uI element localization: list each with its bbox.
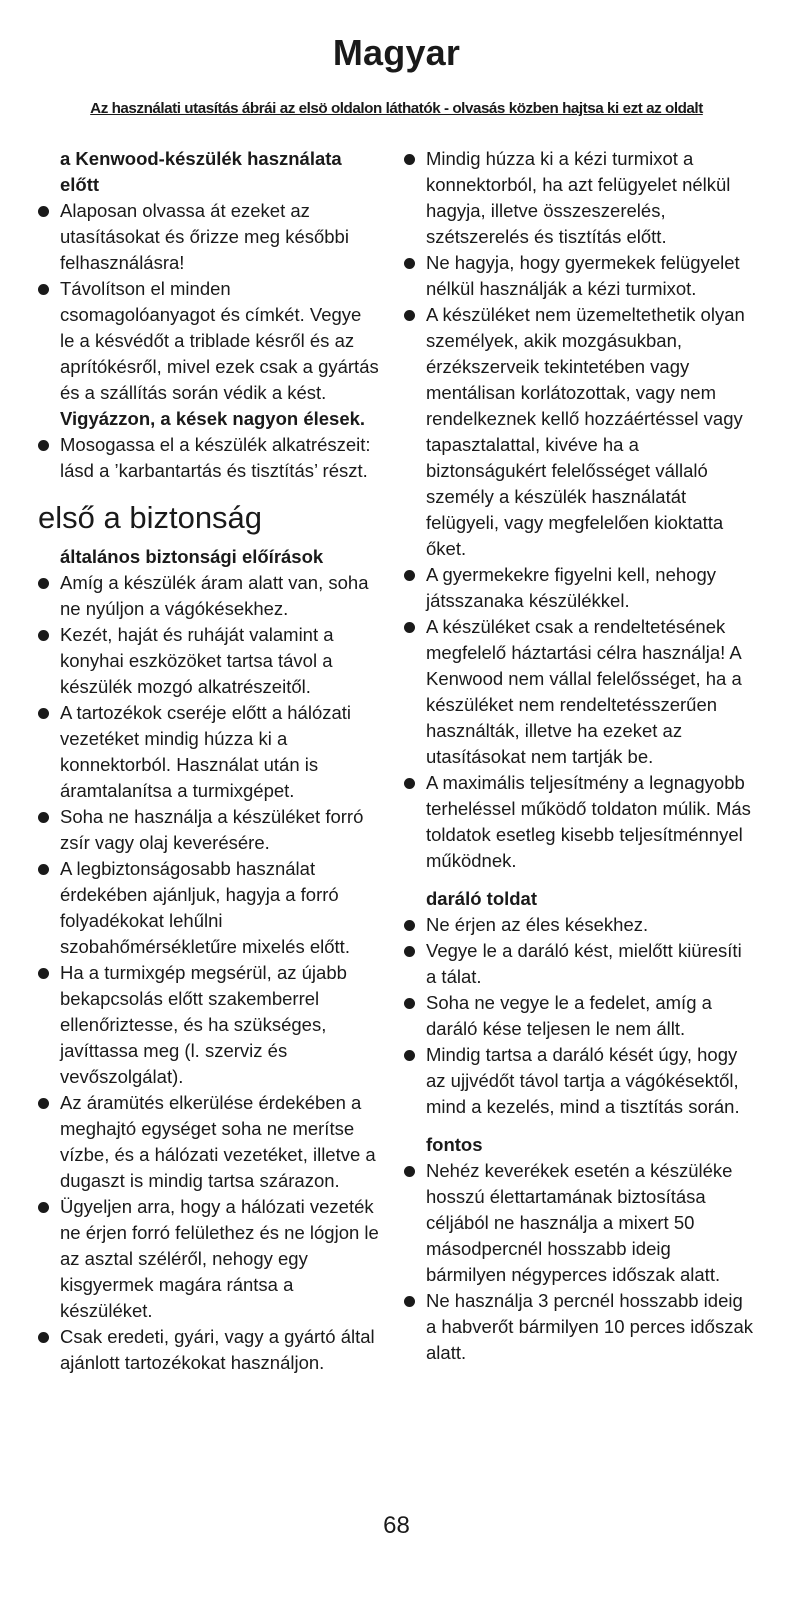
list-item [38, 804, 380, 856]
list-item [38, 700, 380, 804]
list-item-text: Ha a turmixgép megsérül, az újabb bekapcsolás előtt szakemberrel ellenőriztesse, és ha szükséges, javíttassa meg (l. szerviz és vevőszolgálat). [60, 962, 347, 1087]
list-item-text: Nehéz keverékek esetén a készüléke hosszú élettartamának biztosítása céljából ne használja a mixert 50 másodpercnél hosszabb ideig bármilyen négyperces időszak alatt. [426, 1160, 733, 1285]
list-item [404, 1042, 756, 1120]
bullet-icon [404, 1050, 415, 1061]
important-list [404, 1158, 756, 1366]
list-item-text: Ügyeljen arra, hogy a hálózati vezeték ne érjen forró felülethez és ne lógjon le az asztal széléről, nehogy egy kisgyermek magára rántsa a készüléket. [60, 1196, 379, 1321]
bullet-icon [38, 630, 49, 641]
bullet-icon [38, 578, 49, 589]
list-item-text: Távolítson el minden csomagolóanyagot és címkét. Vegye le a késvédőt a triblade késről és az aprítókésről, mivel ezek csak a gyártás és a szállítás során védik a kést. [60, 278, 379, 403]
list-item [38, 1324, 380, 1376]
grinder-list [404, 912, 756, 1120]
list-item [404, 912, 756, 938]
list-item-text: Amíg a készülék áram alatt van, soha ne nyúljon a vágókésekhez. [60, 572, 369, 619]
left-column [38, 146, 380, 1376]
bullet-icon [404, 1166, 415, 1177]
general-safety-list [38, 570, 380, 1376]
bullet-icon [404, 310, 415, 321]
list-item-text: Ne érjen az éles késekhez. [426, 914, 649, 935]
list-item [404, 938, 756, 990]
bullet-icon [404, 154, 415, 165]
list-item [38, 198, 380, 276]
page-title: Magyar [332, 32, 461, 73]
list-item [38, 960, 380, 1090]
bullet-icon [404, 778, 415, 789]
list-item [38, 856, 380, 960]
bullet-icon [38, 284, 49, 295]
general-safety-list-continued [404, 146, 756, 874]
list-item-text: A készüléket nem üzemeltethetik olyan személyek, akik mozgásukban, érzékszerveik tekintetében vagy mentálisan korlátozottak, vagy nem rendelkeznek kellő hozzáértéssel vagy tapasztalattal, kivéve ha a biztonságukért felelősséget vállaló személy a készülék használatát felügyeli, vagy megfelelően kioktatta őket. [426, 304, 745, 559]
bullet-icon [404, 946, 415, 957]
list-item [38, 1194, 380, 1324]
bullet-icon [404, 920, 415, 931]
page-subtitle: Az használati utasítás ábrái az elsö oldalon láthatók - olvasás közben hajtsa ki ezt az oldalt [90, 100, 703, 117]
list-item-text: A legbiztonságosabb használat érdekében ajánljuk, hagyja a forró folyadékokat lehűlni szobahőmérsékletűre mixelés előtt. [60, 858, 350, 957]
list-item [38, 432, 380, 484]
list-item-text: Alaposan olvassa át ezeket az utasításokat és őrizze meg későbbi felhasználásra! [60, 200, 349, 273]
bullet-icon [38, 1202, 49, 1213]
bullet-icon [38, 1098, 49, 1109]
before-use-heading: a Kenwood-készülék használata előtt [60, 148, 342, 195]
right-column [404, 146, 756, 1366]
list-item-text: A készüléket csak a rendeltetésének megfelelő háztartási célra használja! A Kenwood nem vállal felelősséget, ha a készüléket nem rendeltetésszerűen használták, illetve ha ezeket az utasításokat nem tartják be. [426, 616, 742, 767]
grinder-heading: daráló toldat [426, 888, 538, 909]
list-item [404, 1158, 756, 1288]
list-item [38, 1090, 380, 1194]
list-item [404, 146, 756, 250]
bullet-icon [404, 998, 415, 1009]
list-item-text: Vegye le a daráló kést, mielőtt kiüresíti a tálat. [426, 940, 742, 987]
before-use-list [38, 198, 380, 484]
list-item-text: Soha ne használja a készüléket forró zsír vagy olaj keverésére. [60, 806, 364, 853]
list-item-text: Az áramütés elkerülése érdekében a meghajtó egységet soha ne merítse vízbe, és a hálózati vezetéket, illetve a dugaszt is mindig tartsa szárazon. [60, 1092, 376, 1191]
list-item [404, 562, 756, 614]
bullet-icon [38, 812, 49, 823]
list-item-text: Csak eredeti, gyári, vagy a gyártó által ajánlott tartozékokat használjon. [60, 1326, 375, 1373]
bullet-icon [38, 206, 49, 217]
page-number: 68 [383, 1512, 410, 1539]
list-item-text: Mindig húzza ki a kézi turmixot a konnektorból, ha azt felügyelet nélkül hagyja, illetve összeszerelés, szétszerelés és tisztítás előtt. [426, 148, 731, 247]
list-item [404, 1288, 756, 1366]
list-item [404, 250, 756, 302]
list-item-text: A tartozékok cseréje előtt a hálózati vezetéket mindig húzza ki a konnektorból. Használat után is áramtalanítsa a turmixgépet. [60, 702, 352, 801]
bullet-icon [404, 622, 415, 633]
list-item-text: Ne használja 3 percnél hosszabb ideig a habverőt bármilyen 10 perces időszak alatt. [426, 1290, 754, 1363]
bullet-icon [404, 1296, 415, 1307]
list-item [38, 622, 380, 700]
bullet-icon [38, 864, 49, 875]
list-item [404, 614, 756, 770]
bullet-icon [38, 968, 49, 979]
bullet-icon [38, 440, 49, 451]
general-safety-heading: általános biztonsági előírások [60, 546, 324, 567]
list-item-text: Ne hagyja, hogy gyermekek felügyelet nélkül használják a kézi turmixot. [426, 252, 740, 299]
list-item [38, 570, 380, 622]
bullet-icon [404, 258, 415, 269]
list-item-text: A gyermekekre figyelni kell, nehogy játsszanaka készülékkel. [426, 564, 716, 611]
list-item [404, 302, 756, 562]
important-heading: fontos [426, 1134, 483, 1155]
bullet-icon [404, 570, 415, 581]
list-item [404, 770, 756, 874]
blade-warning: Vigyázzon, a kések nagyon élesek. [60, 408, 366, 429]
list-item [404, 990, 756, 1042]
list-item-text: Mindig tartsa a daráló kését úgy, hogy az ujjvédőt távol tartja a vágókésektől, mind a kezelés, mind a tisztítás során. [426, 1044, 740, 1117]
safety-section-title: első a biztonság [38, 500, 263, 535]
bullet-icon [38, 1332, 49, 1343]
bullet-icon [38, 708, 49, 719]
list-item-text: Soha ne vegye le a fedelet, amíg a daráló kése teljesen le nem állt. [426, 992, 712, 1039]
list-item [38, 276, 380, 432]
list-item-text: A maximális teljesítmény a legnagyobb terheléssel működő toldaton múlik. Más toldatok esetleg kisebb teljesítménnyel működnek. [426, 772, 751, 871]
list-item-text: Kezét, haját és ruháját valamint a konyhai eszközöket tartsa távol a készülék mozgó alkatrészeitől. [60, 624, 334, 697]
list-item-text: Mosogassa el a készülék alkatrészeit: lásd a ’karbantartás és tisztítás’ részt. [60, 434, 371, 481]
